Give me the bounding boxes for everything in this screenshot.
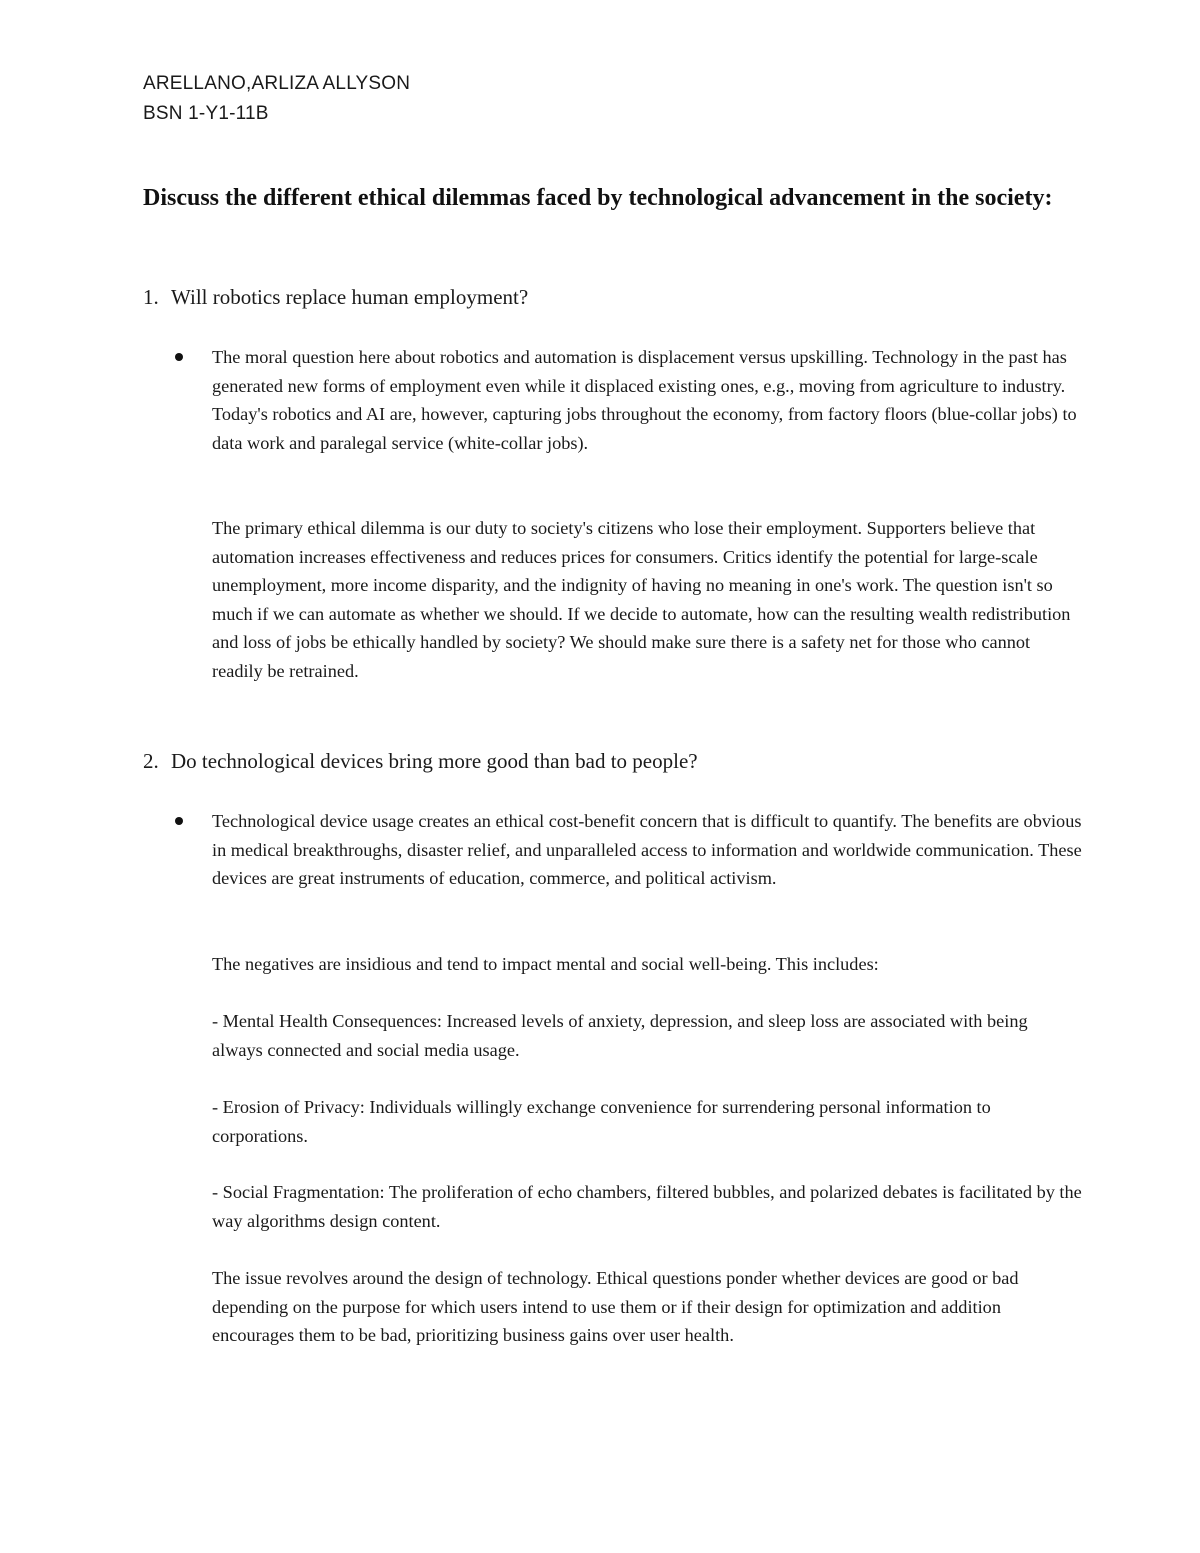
answer-paragraph: The moral question here about robotics and automation is displacement versus upskilling. Technology in the past has generated new forms of employment even while it displaced existing ones, e.g., moving from agriculture to industry. Today's robotics and AI are, however, capturing jobs throughout the economy, from factory floors (blue-collar jobs) to data work and paralegal service (white-collar jobs). xyxy=(212,347,1077,453)
answer-paragraph: - Social Fragmentation: The proliferation of echo chambers, filtered bubbles, and polarized debates is facilitated by the way algorithms design content. xyxy=(212,1182,1082,1231)
question-1 xyxy=(143,283,528,311)
student-name: ARELLANO,ARLIZA ALLYSON xyxy=(143,73,411,94)
answer-paragraph: The primary ethical dilemma is our duty to society's citizens who lose their employment. Supporters believe that automation increases effectiveness and reduces prices for consumers. Critics identify the potential for large-scale unemployment, more income disparity, and the indignity of having no meaning in one's work. The question isn't so much if we can automate as whether we should. If we decide to automate, how can the resulting wealth redistribution and loss of jobs be ethically handled by society? We should make sure there is a safety net for those who cannot readily be retrained. xyxy=(212,518,1071,681)
answer-paragraph: - Mental Health Consequences: Increased levels of anxiety, depression, and sleep loss are associated with being always connected and social media usage. xyxy=(212,1011,1028,1060)
bullet-icon xyxy=(175,817,183,825)
question-number: 1. xyxy=(143,285,159,309)
answer-paragraph: Technological device usage creates an ethical cost-benefit concern that is difficult to quantify. The benefits are obvious in medical breakthroughs, disaster relief, and unparalleled access to information and worldwide communication. These devices are great instruments of education, commerce, and political activism. xyxy=(212,811,1082,889)
question-text: Will robotics replace human employment? xyxy=(171,285,529,309)
page-title: Discuss the different ethical dilemmas faced by technological advancement in the society: xyxy=(143,185,1053,211)
question-text: Do technological devices bring more good than bad to people? xyxy=(171,749,698,773)
question-number: 2. xyxy=(143,749,159,773)
answer-paragraph: - Erosion of Privacy: Individuals willingly exchange convenience for surrendering personal information to corporations. xyxy=(212,1097,991,1146)
question-2 xyxy=(143,747,698,775)
student-section: BSN 1-Y1-11B xyxy=(143,103,269,124)
answer-paragraph: The issue revolves around the design of technology. Ethical questions ponder whether devices are good or bad depending on the purpose for which users intend to use them or if their design for optimization and addition encourages them to be bad, prioritizing business gains over user health. xyxy=(212,1268,1019,1346)
answer-paragraph: The negatives are insidious and tend to impact mental and social well-being. This includes: xyxy=(212,954,879,974)
bullet-icon xyxy=(175,353,183,361)
